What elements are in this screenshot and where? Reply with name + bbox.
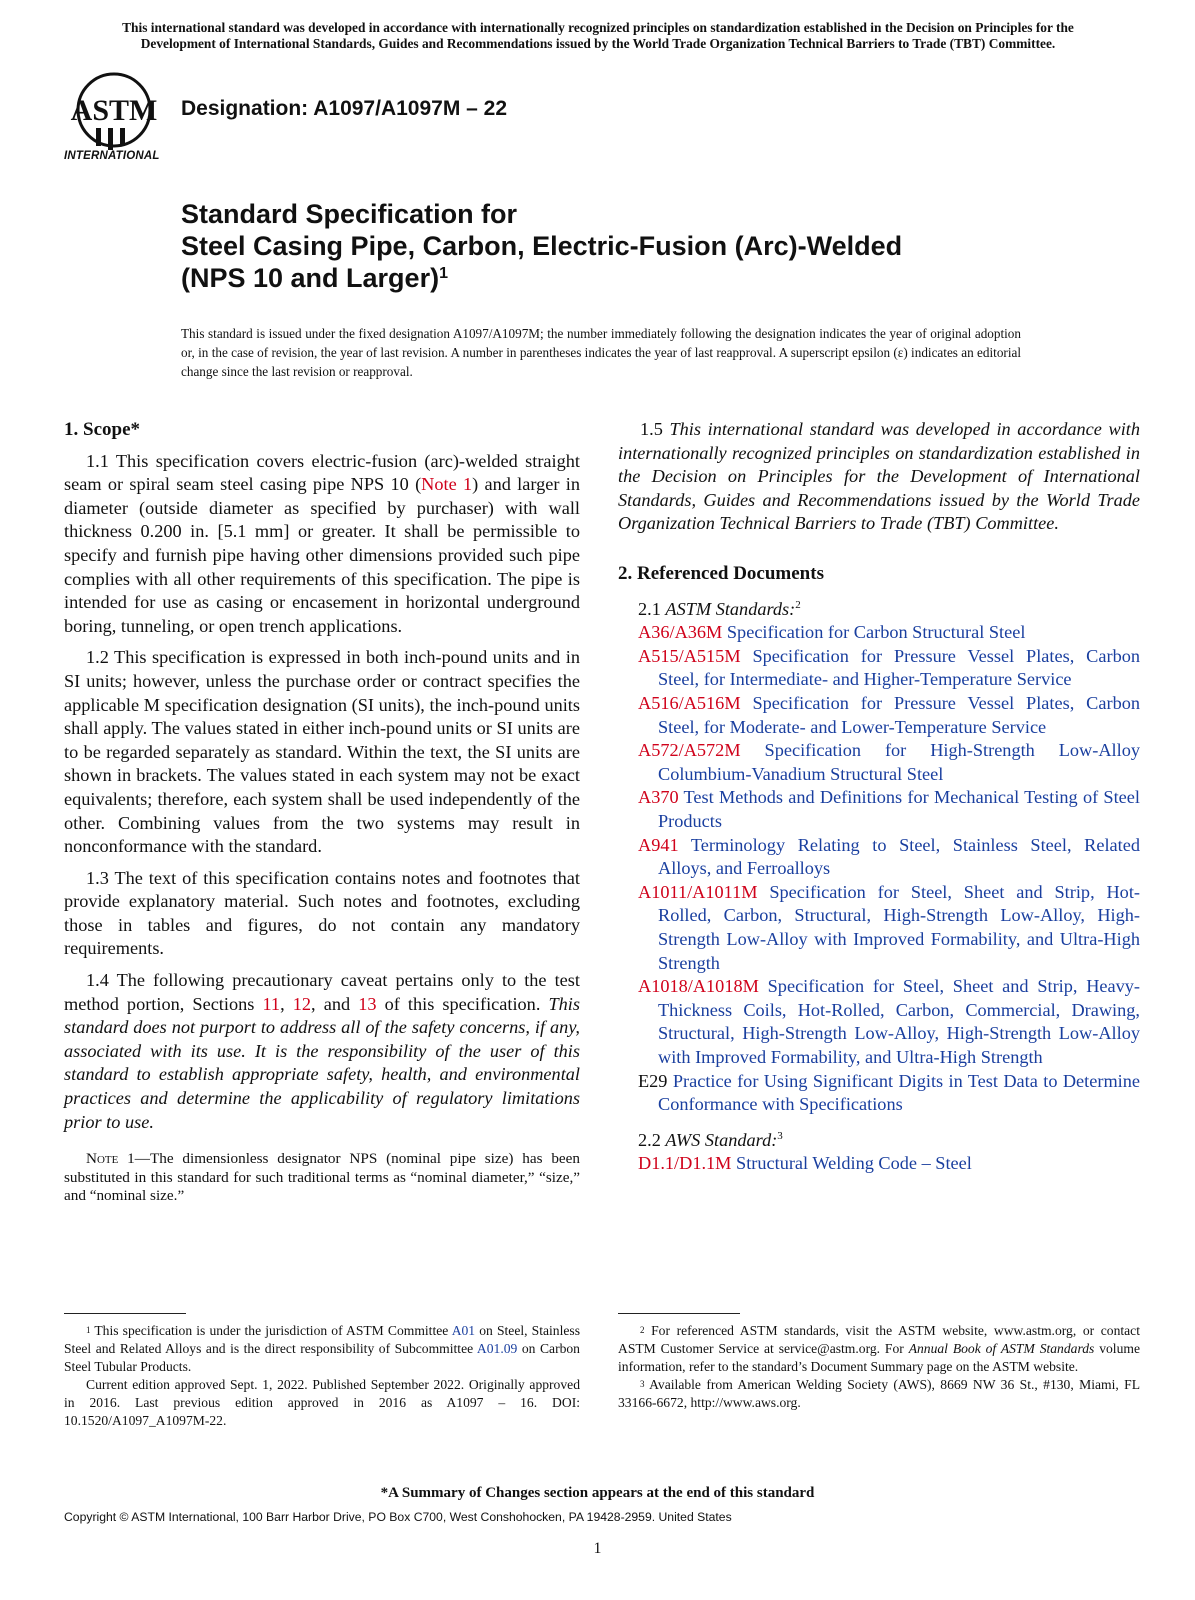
- ref-title-link[interactable]: Specification for Pressure Vessel Plates, Carbon Steel, for Moderate- and Lower-Temperature Service: [658, 693, 1140, 737]
- footnote-1: [64, 1322, 580, 1376]
- ref-item: [638, 692, 1140, 739]
- left-column: [64, 418, 580, 1206]
- ref-item: [638, 739, 1140, 786]
- p1-5-text: This international standard was developed in accordance with internationally recognized principles on standardization established in the Decision on Principles for the Development of International Standards, Guides and Recommendations issued by the World Trade Organization Technical Barriers to Trade (TBT) Committee.: [618, 419, 1141, 534]
- p1-1-text-a: 1.1 This specification covers electric-fusion (arc)-welded straight seam or spiral seam steel casing pipe NPS 10 (: [64, 450, 580, 495]
- p1-1-text-b: ) and larger in diameter (outside diameter as specified by purchaser) with wall thickness 0.200 in. [5.1 mm] or greater. It shall be permissible to specify and furnish pipe having other dimensions provided such pipe complies with all other requirements of this specification. The pipe is intended for use as casing or encasement in horizontal underground boring, tunneling, or open trench applications.: [64, 474, 580, 636]
- ref-title-link[interactable]: Specification for Steel, Sheet and Strip, Hot-Rolled, Carbon, Structural, High-Strength Low-Alloy, High-Strength Low-Alloy with Improved Formability, and Ultra-High Strength: [658, 881, 1140, 973]
- note-1-text: —The dimensionless designator NPS (nominal pipe size) has been substituted in this standard for such traditional terms as “nominal diameter,” “size,” and “nominal size.”: [64, 1150, 580, 1205]
- ref-code: E29: [638, 1070, 668, 1091]
- top-notice: [56, 20, 1140, 52]
- title-line-3: [181, 262, 902, 294]
- ref-title-link[interactable]: Specification for Steel, Sheet and Strip, Heavy-Thickness Coils, Hot-Rolled, Carbon, Commercial, Drawing, Structural, High-Strength Low-Alloy, High-Strength Low-Alloy with Improved Formability, and Ultra-High Strength: [658, 976, 1140, 1067]
- footnote-1-edition: Current edition approved Sept. 1, 2022. Published September 2022. Originally approved in 2016. Last previous edition approved in 2016 as A1097 – 16. DOI: 10.1520/A1097_A1097M-22.: [64, 1377, 580, 1428]
- designation: Designation: A1097/A1097M – 22: [181, 97, 508, 120]
- document-title: [181, 198, 902, 294]
- ref-title-link[interactable]: Practice for Using Significant Digits in Test Data to Determine Conformance with Specifications: [658, 1070, 1140, 1115]
- ref-title-link[interactable]: Specification for Carbon Structural Steel: [726, 622, 1026, 643]
- ref-code-link[interactable]: A1011/A1011M: [638, 881, 758, 902]
- p1-4-sep-1: ,: [280, 993, 293, 1014]
- footnotes-right: [618, 1322, 1140, 1412]
- fn2-text-b: volume information, refer to the standard’s Document Summary page on the ASTM website.: [618, 1341, 1140, 1374]
- title-line-2: Steel Casing Pipe, Carbon, Electric-Fusion (Arc)-Welded: [181, 231, 903, 261]
- ref-item: [638, 786, 1140, 833]
- ref-code-link[interactable]: A515/A515M: [638, 645, 741, 666]
- ref-item: [638, 975, 1140, 1069]
- ref-item: [638, 645, 1140, 692]
- summary-of-changes-note: *A Summary of Changes section appears at the end of this standard: [380, 1485, 815, 1501]
- title-line-1: Standard Specification for: [181, 199, 518, 229]
- right-column: [618, 418, 1140, 1176]
- aws-standard-subheading: [638, 1125, 1140, 1153]
- note-1: [64, 1150, 580, 1206]
- p1-5-num: 1.5: [640, 419, 670, 439]
- ref-code-link[interactable]: A36/A36M: [638, 622, 723, 643]
- fn1-text-a: This specification is under the jurisdiction of ASTM Committee: [90, 1323, 452, 1338]
- p1-4-caveat: This standard does not purport to address all of the safety concerns, if any, associated with its use. It is the responsibility of the user of this standard to establish appropriate safety, health, and environmental practices and determine the applicability of regulatory limitations prior to use.: [64, 993, 581, 1132]
- section-1-heading: 1. Scope*: [64, 419, 140, 440]
- ref-title-link[interactable]: Specification for Pressure Vessel Plates, Carbon Steel, for Intermediate- and Higher-Temperature Service: [658, 645, 1140, 690]
- astm-standards-fn: 2: [795, 598, 801, 611]
- ref-item: [638, 1070, 1140, 1117]
- footnote-rule-left: [64, 1313, 186, 1314]
- p1-4-text-b: of this specification.: [376, 993, 549, 1014]
- paragraph-1-2: 1.2 This specification is expressed in both inch-pound units and in SI units; however, unless the purchase order or contract specifies the applicable M specification designation (SI units), the inch-pound units shall apply. The values stated in either inch-pound units or SI units are to be regarded separately as standard. Within the text, the SI units are shown in brackets. The values stated in each system may not be exact equivalents; therefore, each system shall be used independently of the other. Combining values from the two systems may result in nonconformance with the standard.: [64, 647, 580, 857]
- top-notice-line-1: This international standard was developed in accordance with internationally recognized principles on standardization established in the Decision on Principles for the: [122, 20, 1074, 35]
- footnote-1-mark: 1: [86, 1325, 91, 1335]
- ref-code-link[interactable]: A941: [638, 834, 679, 855]
- astm-logo-icon: [64, 70, 164, 150]
- astm-standards-subheading: [638, 594, 1140, 622]
- astm-standards-num: 2.1: [638, 598, 666, 619]
- ref-code-link[interactable]: A516/A516M: [638, 693, 741, 714]
- paragraph-1-1: [64, 450, 580, 639]
- p1-4-text-a: 1.4 The following precautionary caveat pertains only to the test method portion, Sections: [64, 970, 580, 1014]
- ref-code-link[interactable]: A572/A572M: [638, 740, 741, 761]
- note-1-label: Note 1: [86, 1150, 135, 1168]
- aws-ref-code-link[interactable]: D1.1/D1.1M: [638, 1153, 732, 1174]
- aws-ref-title-link[interactable]: Structural Welding Code – Steel: [736, 1153, 972, 1174]
- footnote-2: [618, 1322, 1140, 1376]
- copyright: Copyright © ASTM International, 100 Barr Harbor Drive, PO Box C700, West Conshohocken, PA 19428-2959. United States: [64, 1510, 732, 1524]
- ref-item: [638, 834, 1140, 881]
- aws-standard-num: 2.2: [638, 1129, 666, 1150]
- ref-item: [638, 881, 1140, 975]
- footnote-rule-right: [618, 1313, 740, 1314]
- reference-list: [618, 621, 1140, 1116]
- top-notice-line-2: Development of International Standards, Guides and Recommendations issued by the World Trade Organization Technical Barriers to Trade (TBT) Committee.: [140, 36, 1056, 51]
- aws-standard-label: AWS Standard:: [665, 1129, 778, 1150]
- committee-a01-link[interactable]: A01: [451, 1323, 476, 1338]
- fn1-text-c: on Carbon Steel Tubular Products.: [64, 1341, 580, 1374]
- aws-standard-fn: 3: [777, 1129, 783, 1142]
- footnote-2-mark: 2: [640, 1325, 645, 1335]
- note-1-link[interactable]: Note 1: [421, 474, 473, 495]
- ref-title-link[interactable]: Terminology Relating to Steel, Stainless Steel, Related Alloys, and Ferroalloys: [658, 834, 1140, 879]
- ref-title-link[interactable]: Specification for High-Strength Low-Alloy Columbium-Vanadium Structural Steel: [658, 740, 1140, 784]
- fn2-text-a: For referenced ASTM standards, visit the ASTM website, www.astm.org, or contact ASTM Customer Service at service@astm.org. For: [618, 1323, 1140, 1356]
- logo-lettering: ASTM: [70, 94, 158, 127]
- issued-note: This standard is issued under the fixed designation A1097/A1097M; the number immediately following the designation indicates the year of original adoption or, in the case of revision, the year of last revision. A number in parentheses indicates the year of last reapproval. A superscript epsilon (ε) indicates an editorial change since the last revision or reapproval.: [181, 326, 1021, 379]
- logo-caption: INTERNATIONAL: [64, 150, 160, 162]
- fn3-text: Available from American Welding Society (AWS), 8669 NW 36 St., #130, Miami, FL 33166-6672, http://www.aws.org.: [618, 1377, 1140, 1410]
- paragraph-1-4: [64, 969, 580, 1134]
- fn1-text-b: on Steel, Stainless Steel and Related Alloys and is the direct responsibility of Subcommittee: [64, 1323, 580, 1356]
- section-13-link[interactable]: 13: [358, 993, 377, 1014]
- title-line-3-text: (NPS 10 and Larger): [181, 263, 440, 293]
- p1-4-sep-2: , and: [311, 993, 359, 1014]
- aws-ref-item: [638, 1152, 1140, 1176]
- ref-code-link[interactable]: A1018/A1018M: [638, 976, 759, 997]
- astm-standards-label: ASTM Standards:: [665, 598, 796, 619]
- footnote-3-mark: 3: [640, 1379, 645, 1389]
- astm-logo: [64, 70, 170, 166]
- title-footnote-mark: 1: [439, 265, 448, 282]
- subcommittee-a0109-link[interactable]: A01.09: [476, 1341, 518, 1356]
- page-number: 1: [593, 1540, 602, 1557]
- footnotes-left: [64, 1322, 580, 1430]
- section-11-link[interactable]: 11: [262, 993, 281, 1014]
- ref-title-link[interactable]: Test Methods and Definitions for Mechanical Testing of Steel Products: [658, 787, 1140, 831]
- footnote-3: [618, 1376, 1140, 1412]
- paragraph-1-3: 1.3 The text of this specification contains notes and footnotes that provide explanatory material. Such notes and footnotes, excluding those in tables and figures, do not contain any mandatory requirements.: [64, 867, 580, 959]
- paragraph-1-5: [618, 418, 1140, 536]
- section-12-link[interactable]: 12: [292, 993, 312, 1014]
- fn2-italic: Annual Book of ASTM Standards: [908, 1341, 1095, 1356]
- ref-code-link[interactable]: A370: [638, 787, 679, 808]
- ref-item: [638, 621, 1140, 645]
- section-2-heading: 2. Referenced Documents: [618, 562, 824, 584]
